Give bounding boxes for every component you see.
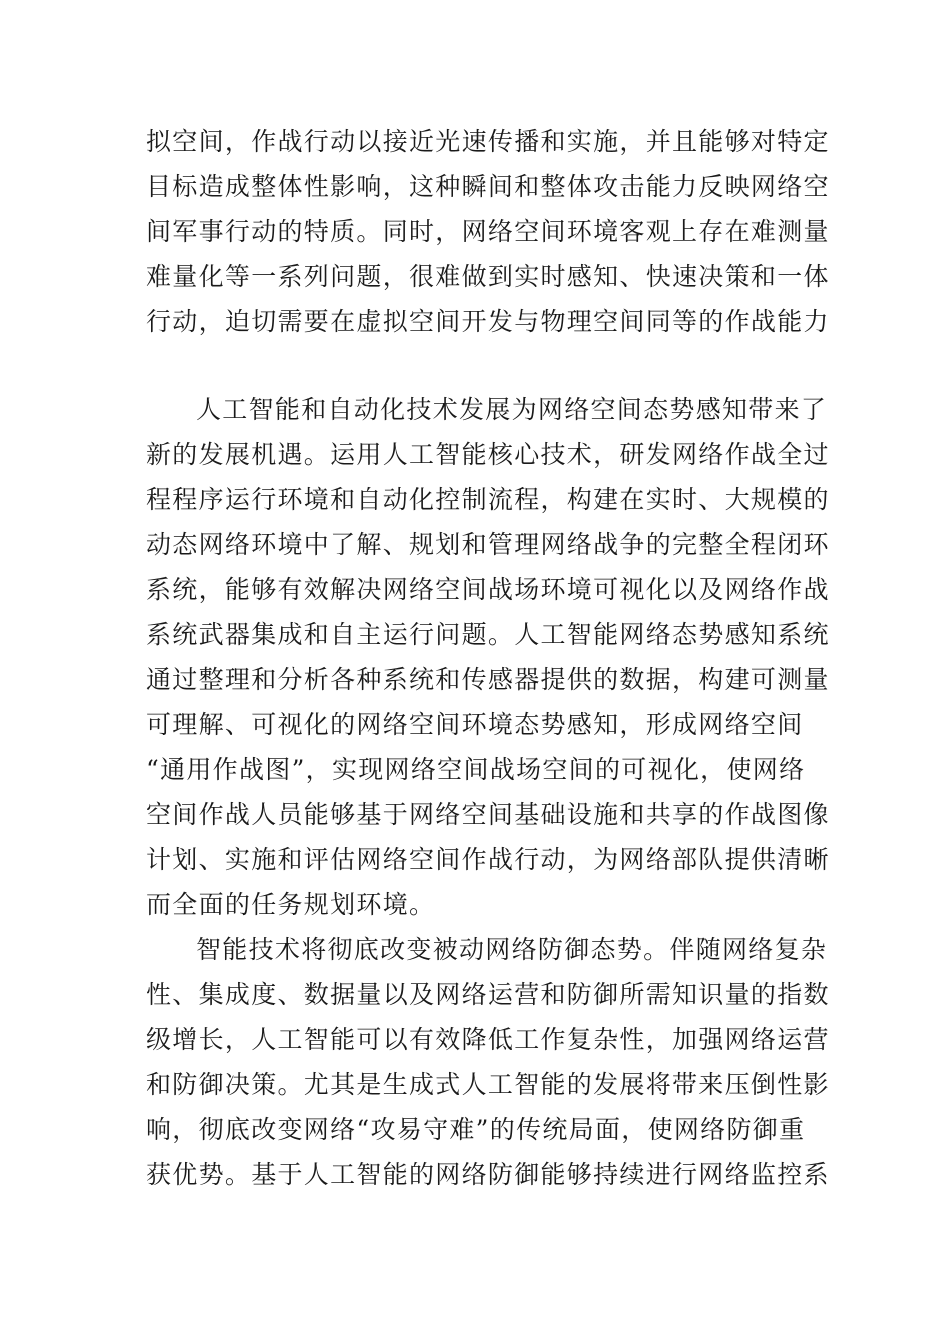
text-line: 计划、实施和评估网络空间作战行动，为网络部队提供清晰 bbox=[146, 845, 830, 874]
text-line: 响，彻底改变网络“攻易守难”的传统局面，使网络防御重 bbox=[146, 1115, 806, 1144]
text-line: 拟空间，作战行动以接近光速传播和实施，并且能够对特定 bbox=[146, 127, 830, 156]
text-line: 级增长，人工智能可以有效降低工作复杂性，加强网络运营 bbox=[146, 1025, 830, 1054]
text-line: 间军事行动的特质。同时，网络空间环境客观上存在难测量 bbox=[146, 217, 830, 246]
text-line: 系统，能够有效解决网络空间战场环境可视化以及网络作战 bbox=[146, 575, 830, 604]
text-line: 获优势。基于人工智能的网络防御能够持续进行网络监控系 bbox=[146, 1160, 830, 1189]
text-line: 新的发展机遇。运用人工智能核心技术，研发网络作战全过 bbox=[146, 440, 830, 469]
text-line: 目标造成整体性影响，这种瞬间和整体攻击能力反映网络空 bbox=[146, 172, 830, 201]
text-line: 程程序运行环境和自动化控制流程，构建在实时、大规模的 bbox=[146, 485, 830, 514]
text-line: 和防御决策。尤其是生成式人工智能的发展将带来压倒性影 bbox=[146, 1070, 830, 1099]
text-line: 难量化等一系列问题，很难做到实时感知、快速决策和一体 bbox=[146, 262, 830, 291]
text-line: 性、集成度、数据量以及网络运营和防御所需知识量的指数 bbox=[146, 980, 830, 1009]
text-line: 可理解、可视化的网络空间环境态势感知，形成网络空间 bbox=[146, 710, 804, 739]
text-line: 智能技术将彻底改变被动网络防御态势。伴随网络复杂 bbox=[196, 935, 828, 964]
text-line: 而全面的任务规划环境。 bbox=[146, 890, 436, 919]
text-line: 动态网络环境中了解、规划和管理网络战争的完整全程闭环 bbox=[146, 530, 830, 559]
text-line: 行动，迫切需要在虚拟空间开发与物理空间同等的作战能力 bbox=[146, 307, 830, 336]
text-line: 通过整理和分析各种系统和传感器提供的数据，构建可测量 bbox=[146, 665, 830, 694]
text-line: 人工智能和自动化技术发展为网络空间态势感知带来了 bbox=[196, 395, 828, 424]
text-line: “通用作战图”，实现网络空间战场空间的可视化，使网络 bbox=[146, 755, 806, 784]
text-line: 系统武器集成和自主运行问题。人工智能网络态势感知系统 bbox=[146, 620, 830, 649]
text-line: 空间作战人员能够基于网络空间基础设施和共享的作战图像 bbox=[146, 800, 830, 829]
